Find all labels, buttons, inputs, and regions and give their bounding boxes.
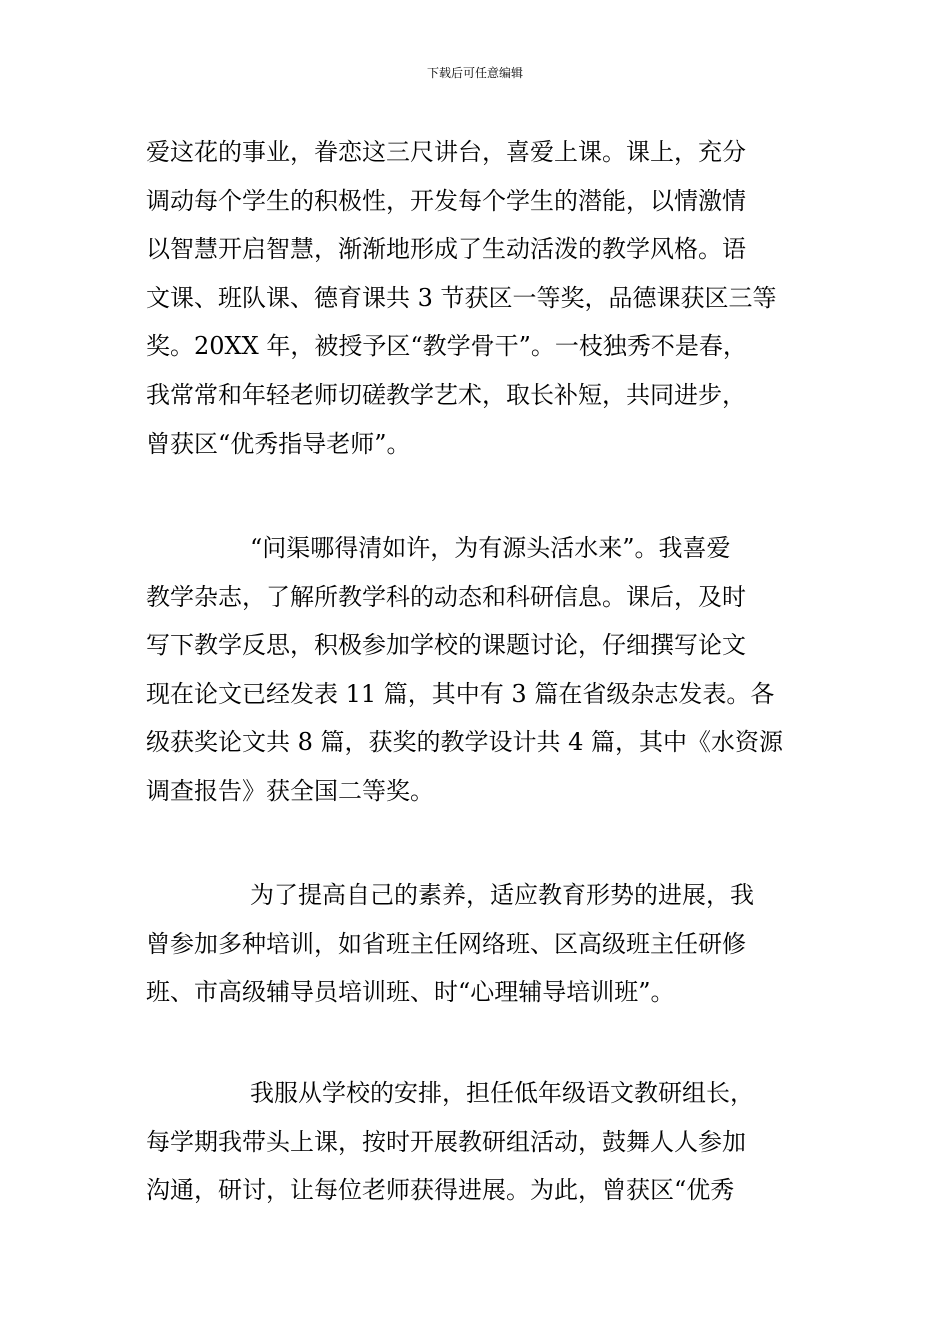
text-line: 调动每个学生的积极性，开发每个学生的潜能，以情激情 [146, 186, 746, 215]
text-line: 我常常和年轻老师切磋教学艺术，取长补短，共同进步， [146, 380, 746, 409]
text-line: 曾获区“优秀指导老师”。 [146, 429, 411, 458]
text-line: 曾参加多种培训，如省班主任网络班、区高级班主任研修 [146, 929, 746, 958]
paragraph-2 [146, 524, 810, 816]
text-line: 教学杂志，了解所教学科的动态和科研信息。课后，及时 [146, 582, 746, 611]
text-line: “问渠哪得清如许，为有源头活水来”。我喜爱 [250, 534, 731, 562]
text-line: 文课、班队课、德育课共 3 节获区一等奖，品德课获区三等 [146, 283, 777, 312]
text-line: 调查报告》获全国二等奖。 [146, 776, 434, 805]
text-line: 现在论文已经发表 11 篇，其中有 3 篇在省级杂志发表。各 [146, 679, 775, 708]
text-line: 为了提高自己的素养，适应教育形势的进展，我 [250, 881, 754, 909]
paragraph-1 [146, 128, 810, 468]
paragraph-3 [146, 871, 810, 1017]
text-line: 爱这花的事业，眷恋这三尺讲台，喜爱上课。课上，充分 [146, 138, 746, 166]
text-line: 我服从学校的安排，担任低年级语文教研组长， [250, 1079, 754, 1107]
text-line: 沟通，研讨，让每位老师获得进展。为此，曾获区“优秀 [146, 1176, 735, 1205]
text-line: 奖。20XX 年，被授予区“教学骨干”。一枝独秀不是春， [146, 332, 747, 361]
text-line: 以智慧开启智慧，渐渐地形成了生动活泼的教学风格。语 [146, 235, 746, 264]
header-note: 下载后可任意编辑 [426, 66, 523, 80]
text-line: 班、市高级辅导员培训班、时“心理辅导培训班”。 [146, 978, 675, 1007]
paragraph-4 [146, 1069, 810, 1215]
text-line: 每学期我带头上课，按时开展教研组活动，鼓舞人人参加 [146, 1127, 746, 1156]
text-line: 级获奖论文共 8 篇，获奖的教学设计共 4 篇，其中《水资源 [146, 728, 784, 757]
text-line: 写下教学反思，积极参加学校的课题讨论，仔细撰写论文 [146, 631, 746, 660]
